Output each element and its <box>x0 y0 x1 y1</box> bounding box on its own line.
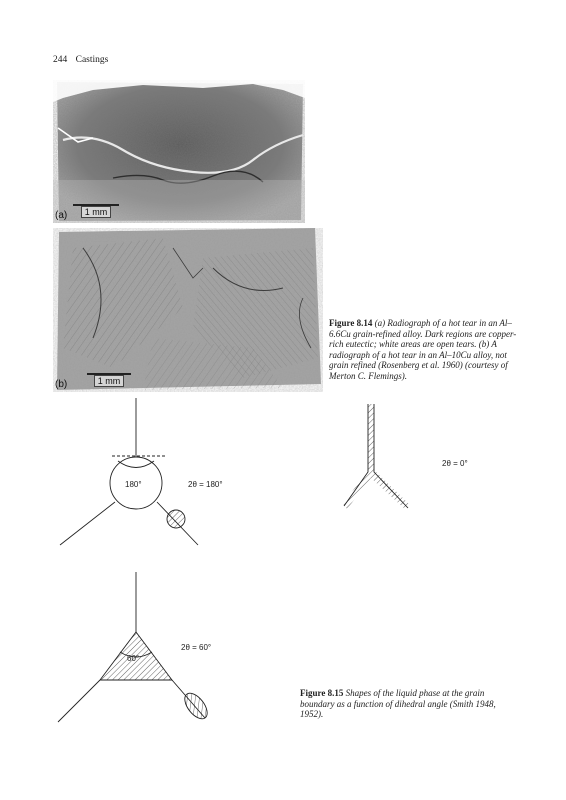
panel-letter-b: (b) <box>55 379 68 390</box>
figure-8-14-text: (a) Radiograph of a hot tear in an Al–6.6Cu grain-refined alloy. Dark regions are copper-rich eutectic; white areas are open tears. (b) A radiograph of a hot tear in an Al–10Cu alloy, not grain refined (Rosenberg et al. 1960) (courtesy of Merton C. Flemings). <box>329 318 517 381</box>
diagram-0 <box>343 404 410 510</box>
figure-8-15-label: Figure 8.15 <box>300 688 344 698</box>
diagram-180 <box>60 398 198 545</box>
label-inner-60: 60° <box>127 654 140 663</box>
scale-bar-label: 1 mm <box>94 375 125 387</box>
label-inner-180: 180° <box>125 480 142 489</box>
lens-liquid-droplet <box>180 689 211 722</box>
small-liquid-droplet <box>167 510 185 528</box>
liquid-film <box>343 404 410 510</box>
figure-8-15-text: Shapes of the liquid phase at the grain boundary as a function of dihedral angle (Smith 1948, 1952). <box>300 688 496 720</box>
figure-8-14-label: Figure 8.14 <box>329 318 373 328</box>
grain-boundary-left <box>60 502 115 545</box>
page-number: 244 <box>53 55 68 65</box>
panel-letter-a: (a) <box>55 210 68 221</box>
scale-bar-label: 1 mm <box>81 206 112 218</box>
figure-8-15-caption <box>300 688 512 720</box>
label-dihedral-0: 2θ = 0° <box>442 459 468 468</box>
grain-boundary-left <box>58 680 100 722</box>
running-title: Castings <box>75 55 109 65</box>
label-dihedral-180: 2θ = 180° <box>188 480 223 489</box>
label-dihedral-60: 2θ = 60° <box>181 643 212 652</box>
